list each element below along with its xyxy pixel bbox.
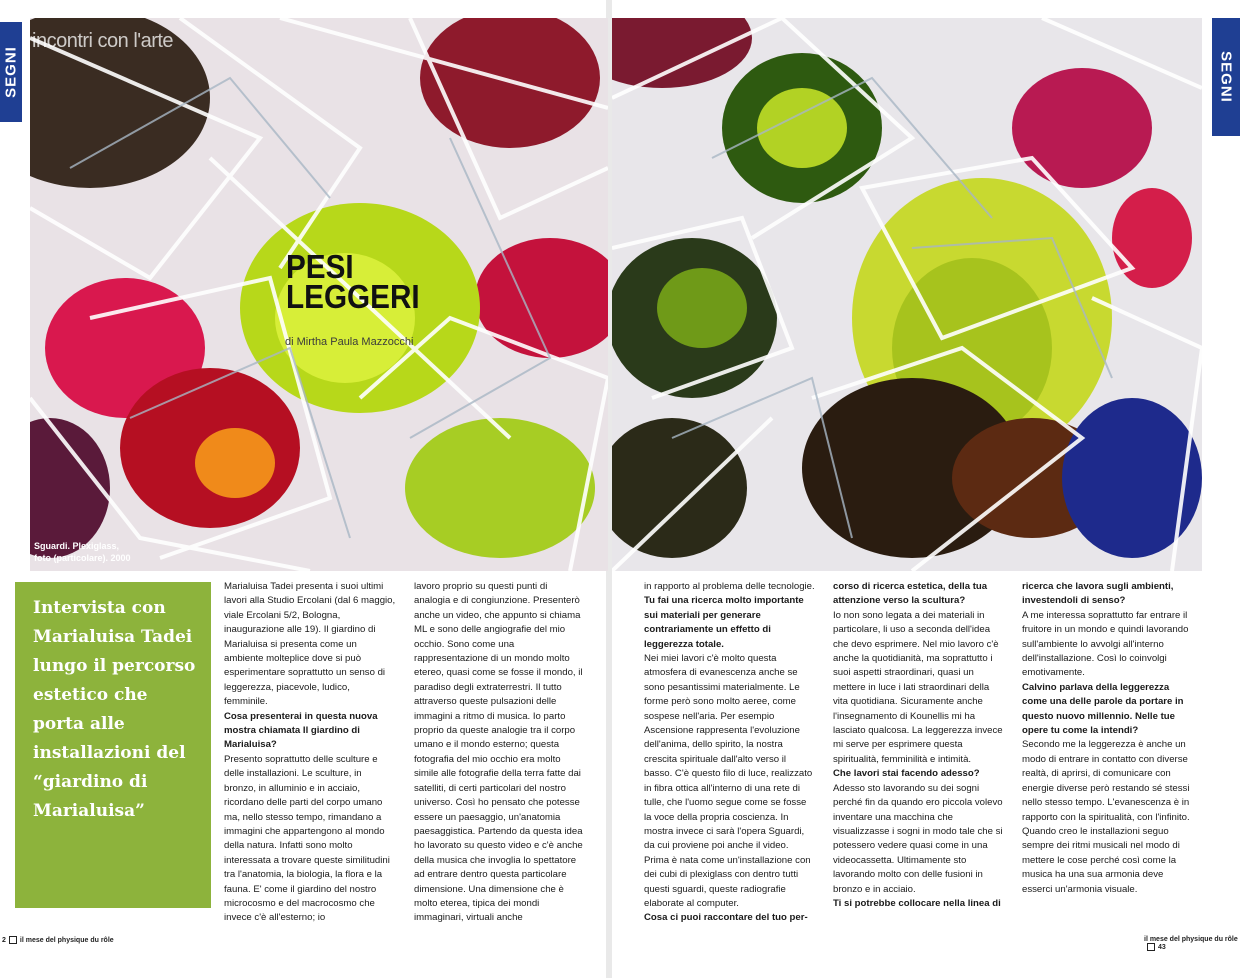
interview-question: Che lavori stai facendo adesso? (833, 768, 980, 780)
interview-paragraph: A me interessa soprattutto far entrare il fruitore in un mondo e quindi lavorando sull'ambiente lo avvolgi all'interno dell'installazione. Così lo coinvolgi emotivamente. (1022, 609, 1189, 679)
article-byline: di Mirtha Paula Mazzocchi (285, 336, 414, 348)
interview-question: Tu fai una ricerca molto importante sui materiali per generare contrariamente un effetto di leggerezza totale. (644, 595, 804, 650)
interview-question: Ti si potrebbe collocare nella linea di (833, 897, 1001, 909)
article-title (286, 248, 420, 315)
section-tab-right: SEGNI (1212, 18, 1240, 136)
text-column-3 (644, 580, 816, 926)
interview-paragraph: lavoro proprio su questi punti di analogia e di congiunzione. Presenterò anche un video, che appunto si chiama ML e sono delle angiografie del mio occhio. Sono come una rappresentazione di un mondo molto etereo, quasi come se fosse il mondo, il paradiso degli extraterrestri. Il tutto attraverso queste pulsazioni delle immagini a ritmo di musica. Io parto proprio da queste analogie tra il corpo umano e il mondo esterno; questa fotografia del mio occhio era molto simile alle fotografie della terra fatte dai satelliti, di certi particolari del nostro universo. Così ho pensato che potesse essere un paesaggio, un'anatomia paesaggistica. Partendo da questa idea ho lavorato su questo video e c'è anche della musica che invoglia lo spettatore ad entrare dentro questa particolare dimensione. Una dimensione che è molto eterea, tipica dei mondi immaginari, virtuali anche (414, 581, 583, 924)
interview-question: Calvino parlava della leggerezza come una delle parole da portare in questo nuovo millennio. Nelle tue opere tu come la intendi? (1022, 681, 1184, 737)
interview-paragraph: Io non sono legata a dei materiali in particolare, li uso a seconda dell'idea che devo esprimere. Nel mio lavoro c'è anche la quotidianità, ma soprattutto i suoi aspetti straordinari, quasi un mettere in luce i lati straordinari della vita quotidiana. Sicuramente anche l'insegnamento di Kounellis mi ha lasciato qualcosa. La leggerezza invece mi serve per esprimere questa spiritualità, femminilità e intimità. (833, 609, 1003, 765)
text-column-2 (414, 580, 586, 926)
interview-question: Cosa presenterai in questa nuova mostra chiamata Il giardino di Marialuisa? (224, 710, 378, 751)
interview-paragraph: Secondo me la leggerezza è anche un modo di entrare in contatto con diverse realtà, di aprirsi, di comunicare con energie diverse però restando sé stessi nello stesso tempo. L'evanescenza è in rapporto con la spiritualità, con l'infinito. Quando creo le installazioni seguo sempre dei ritmi musicali nel modo di mettere le cose perché così come la musica ha una sua armonia deve esserci un'armonia visuale. (1022, 739, 1190, 895)
interview-paragraph: Marialuisa Tadei presenta i suoi ultimi lavori alla Studio Ercolani (dal 6 maggio, viale Ercolani 5/2, Bologna, inaugurazione alle 19). Il giardino di Marialuisa si presenta come un ambiente molteplice dove si può esperimentare soprattutto un senso di leggerezza, piacevole, ludico, femminile. (224, 581, 396, 708)
magazine-logo-icon (9, 936, 17, 944)
section-label: incontri con l'arte (32, 30, 174, 52)
folio-left (2, 936, 114, 944)
interview-question: corso di ricerca estetica, della tua attenzione verso la scultura? (833, 581, 988, 607)
pull-quote-box (15, 582, 211, 908)
interview-paragraph: Adesso sto lavorando su dei sogni perché fin da quando ero piccola volevo inventare una macchina che visualizzasse i sogni in modo tale che si potessero vedere quasi come in una videocassetta. Ultimamente sto lavorando molto con delle fusioni in bronzo e in acciaio. (833, 782, 1003, 895)
photo-caption: Sguardi. Plexiglass, foto (particolare). 2000 (34, 541, 131, 563)
folio-text: il mese del physique du rôle (19, 936, 114, 944)
text-column-1 (224, 580, 396, 926)
interview-paragraph: in rapporto al problema delle tecnologie. (644, 581, 815, 592)
text-column-4 (833, 580, 1005, 911)
magazine-logo-icon (1147, 943, 1155, 951)
folio-right (1144, 936, 1250, 951)
interview-paragraph: Nei miei lavori c'è molto questa atmosfera di evanescenza anche se sono pesantissimi materialmente. Le forme però sono molto aeree, come sospese nell'aria. Per esempio Ascensione rappresenta l'evoluzione dell'anima, dello spirito, la nostra crescita spirituale dall'alto verso il basso. C'è questo filo di luce, realizzato in fibra ottica all'interno di una rete di tulle, che l'uomo segue come se fosse la voce della propria coscienza. In mostra invece ci sarà l'opera Sguardi, da cui proviene poi anche il video. Prima è nata come un'installazione con dei cubi di plexiglass con dentro tutti questi sguardi, queste radiografie elaborate al computer. (644, 653, 813, 909)
text-column-5 (1022, 580, 1194, 897)
page-number: 2 (2, 936, 6, 944)
pull-quote-text: Intervista con Marialuisa Tadei lungo il percorso estetico che porta alle installazioni del “giardino di Marialuisa” (33, 598, 196, 821)
interview-question: ricerca che lavora sugli ambienti, investendoli di senso? (1022, 581, 1174, 607)
title-line: LEGGERI (286, 278, 420, 315)
interview-paragraph: Presento soprattutto delle sculture e delle installazioni. Le sculture, in bronzo, in alluminio e in acciaio, ricordano delle parti del corpo umano ma, nello stesso tempo, rimandano a immagini che appartengono al mondo della natura. Infatti sono molto interessata a trovare queste similitudini tra l'anatomia, la biologia, la flora e la fauna. E' come il giardino del nostro microcosmo e del macrocosmo che invece c'è all'esterno; io (224, 753, 390, 924)
page-number: 43 (1158, 943, 1166, 951)
interview-question: Cosa ci puoi raccontare del tuo per- (644, 912, 808, 924)
title-line: PESI (286, 248, 354, 285)
artwork-photo-right (612, 18, 1202, 571)
section-tab-left: SEGNI (0, 22, 22, 122)
folio-text: il mese del physique du rôle (1144, 936, 1238, 943)
